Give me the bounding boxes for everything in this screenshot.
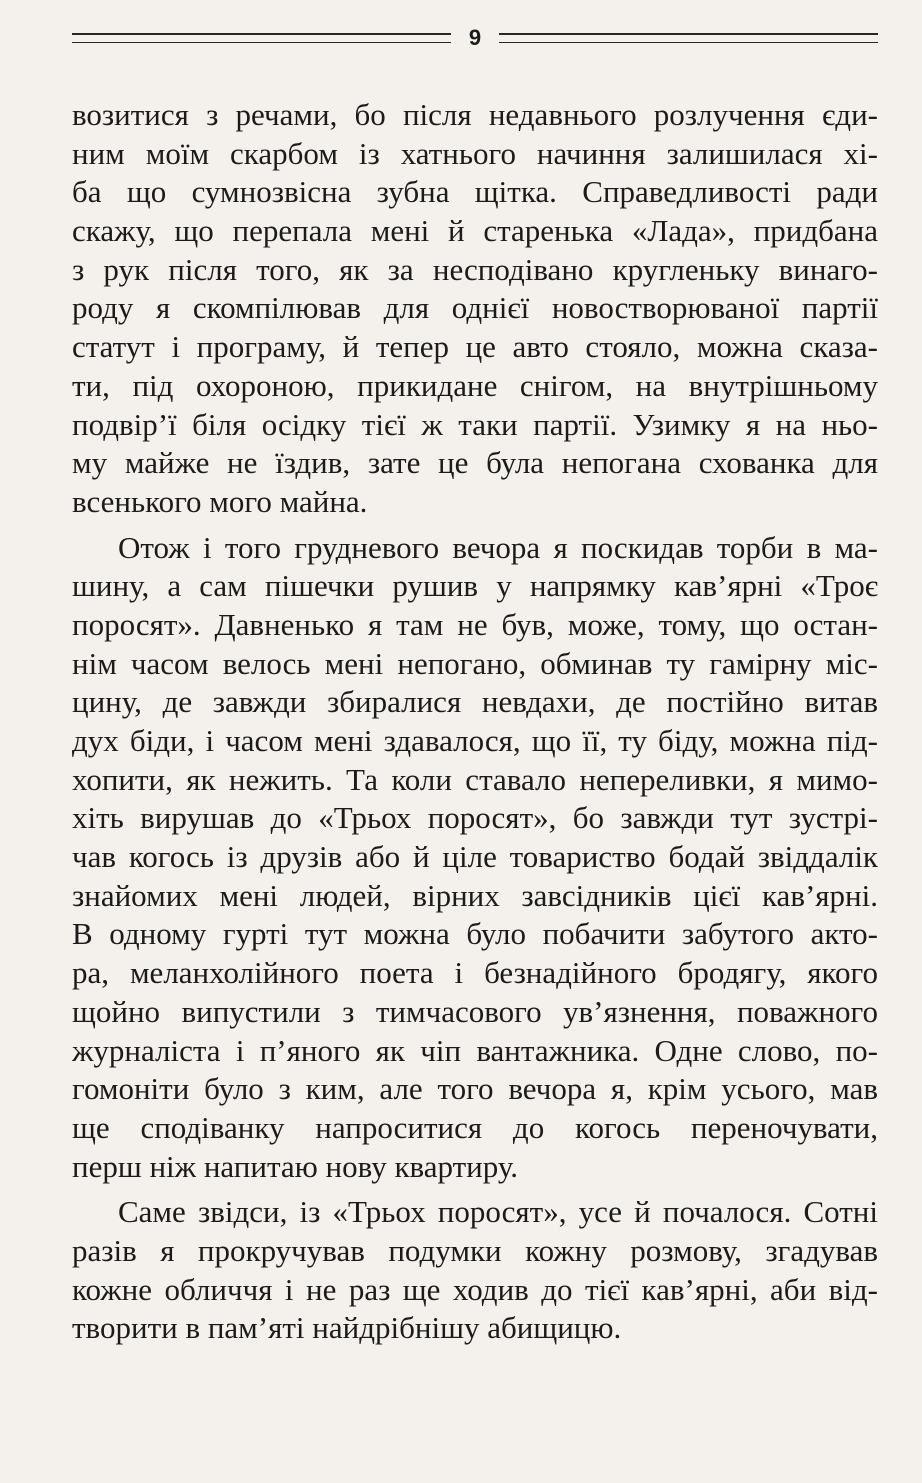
text-line: роду я скомпілював для однієї новостворюваної партії <box>72 290 878 326</box>
running-header <box>72 26 878 50</box>
text-line: подвір’ї біля осідку тієї ж таки партії. Узимку я на ньо- <box>72 406 878 442</box>
text-line: гомоніти було з ким, але того вечора я, крім усього, мав <box>72 1071 878 1107</box>
header-rule-left <box>72 33 451 43</box>
text-line: всенького мого майна. <box>72 483 368 519</box>
page-number: 9 <box>468 25 482 50</box>
text-line: возитися з речами, бо після недавнього розлучення єди- <box>72 97 878 132</box>
text-line: чав когось із друзів або й ціле товариство бодай звіддалік <box>72 839 878 875</box>
text-line: творити в пам’яті найдрібнішу абищицю. <box>72 1310 622 1346</box>
text-line: статут і програму, й тепер це авто стояло, можна сказа- <box>72 329 878 365</box>
text-line: ще сподіванку напроситися до когось переночувати, <box>72 1109 878 1145</box>
text-line: В одному гурті тут можна було побачити забутого акто- <box>72 916 878 952</box>
text-line: знайомих мені людей, вірних завсідників цієї кав’ярні. <box>72 877 878 913</box>
text-line: хопити, як нежить. Та коли ставало непереливки, я мимо- <box>72 761 878 797</box>
text-line: журналіста і п’яного як чіп вантажника. Одне слово, по- <box>72 1032 878 1068</box>
text-line: ба що сумнозвісна зубна щітка. Справедливості ради <box>72 174 878 210</box>
text-line: хіть вирушав до «Трьох поросят», бо завжди тут зустрі- <box>72 800 878 836</box>
text-line: поросят». Давненько я там не був, може, тому, що остан- <box>72 606 878 642</box>
text-line: нім часом велось мені непогано, обминав ту гамірну міс- <box>72 645 878 681</box>
text-line: ним моїм скарбом із хатнього начиння залишилася хі- <box>72 135 878 171</box>
text-line: кожне обличчя і не раз ще ходив до тієї кав’ярні, аби від- <box>72 1271 878 1307</box>
text-line: перш ніж напитаю нову квартиру. <box>72 1148 518 1184</box>
body-text <box>72 96 878 1355</box>
text-line: дух біди, і часом мені здавалося, що її, ту біду, можна під- <box>72 723 878 758</box>
text-line: разів я прокручував подумки кожну розмову, згадував <box>72 1232 878 1268</box>
paragraph <box>72 529 878 1187</box>
paragraph <box>72 96 878 522</box>
text-line: шину, а сам пішечки рушив у напрямку кав’ярні «Троє <box>72 568 878 604</box>
text-line: Саме звідси, із «Трьох поросят», усе й почалося. Сотні <box>118 1194 878 1230</box>
text-line: ти, під охороною, прикидане снігом, на внутрішньому <box>72 367 878 403</box>
paragraph <box>72 1193 878 1348</box>
text-line: ра, меланхолійного поета і безнадійного бродягу, якого <box>72 955 878 991</box>
text-line: щойно випустили з тимчасового ув’язнення, поважного <box>72 993 878 1029</box>
text-line: з рук після того, як за несподівано кругленьку винаго- <box>72 251 878 287</box>
text-line: цину, де завжди збиралися невдахи, де постійно витав <box>72 684 878 720</box>
text-line: му майже не їздив, зате це була непогана схованка для <box>72 445 878 481</box>
text-line: скажу, що перепала мені й старенька «Лада», придбана <box>72 213 878 249</box>
header-rule-right <box>499 33 878 43</box>
text-line: Отож і того грудневого вечора я поскидав торби в ма- <box>118 529 878 565</box>
